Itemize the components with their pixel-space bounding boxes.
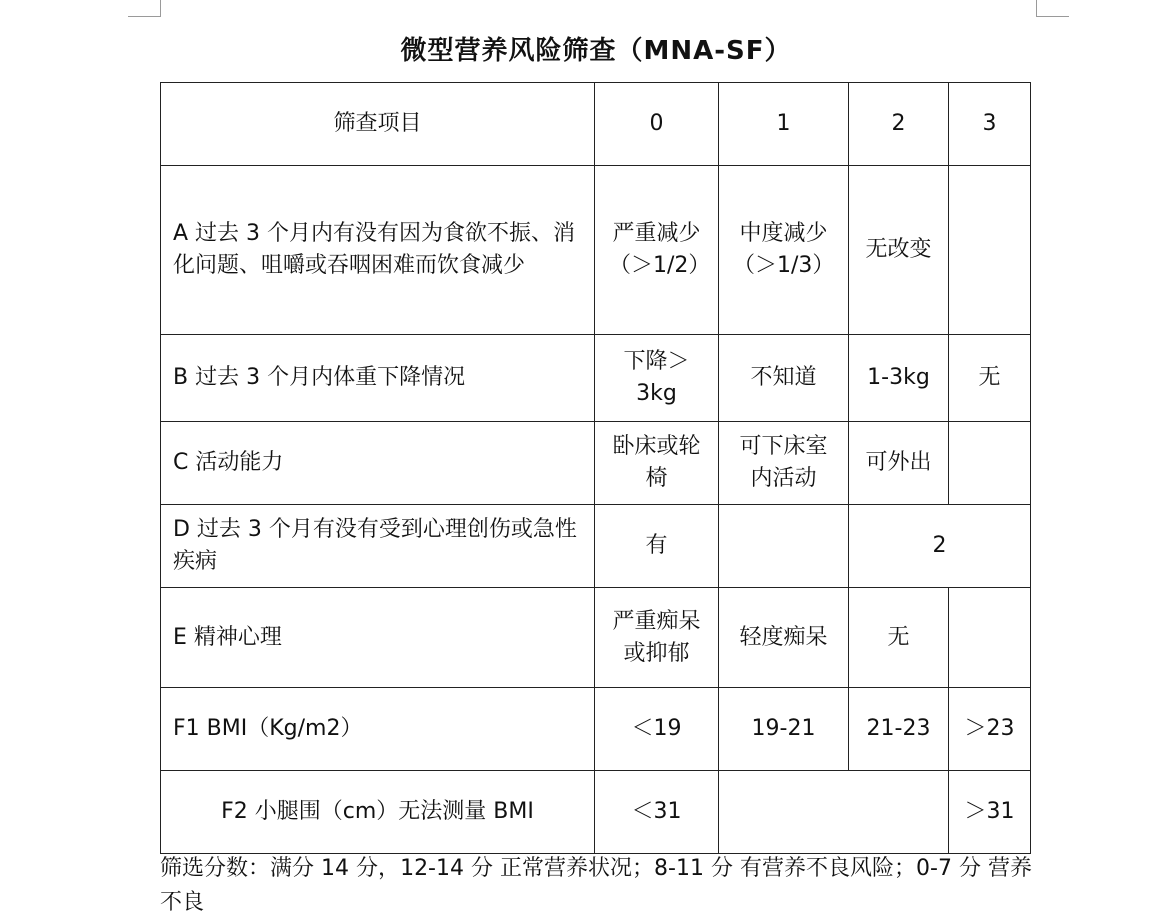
row-c-score-0: 卧床或轮椅 [595, 422, 719, 505]
row-a-item: A 过去 3 个月内有没有因为食欲不振、消化问题、咀嚼或吞咽困难而饮食减少 [161, 166, 595, 335]
mna-sf-table [160, 82, 1031, 854]
table-row [161, 505, 1031, 588]
header-score-0: 0 [595, 83, 719, 166]
table-row [161, 688, 1031, 771]
table-row [161, 422, 1031, 505]
row-f2-score-1-2 [719, 771, 949, 854]
row-d-score-0: 有 [595, 505, 719, 588]
row-c-score-3 [949, 422, 1031, 505]
table-row [161, 335, 1031, 422]
row-d-score-2-3: 2 [849, 505, 1031, 588]
page-corner-mark-right [1036, 0, 1069, 17]
table-header-row [161, 83, 1031, 166]
row-b-item: B 过去 3 个月内体重下降情况 [161, 335, 595, 422]
row-f2-score-0: ＜31 [595, 771, 719, 854]
row-f2-item: F2 小腿围（cm）无法测量 BMI [161, 771, 595, 854]
table-row [161, 771, 1031, 854]
row-e-score-3 [949, 588, 1031, 688]
row-c-score-1: 可下床室内活动 [719, 422, 849, 505]
row-e-score-1: 轻度痴呆 [719, 588, 849, 688]
row-f1-score-3: ＞23 [949, 688, 1031, 771]
header-item: 筛查项目 [161, 83, 595, 166]
row-f1-score-0: ＜19 [595, 688, 719, 771]
table-row [161, 166, 1031, 335]
row-a-score-0: 严重减少（＞1/2） [595, 166, 719, 335]
row-b-score-0: 下降＞3kg [595, 335, 719, 422]
row-e-item: E 精神心理 [161, 588, 595, 688]
row-d-score-1 [719, 505, 849, 588]
document-title: 微型营养风险筛查（MNA-SF） [400, 36, 792, 66]
row-b-score-2: 1-3kg [849, 335, 949, 422]
row-a-score-3 [949, 166, 1031, 335]
row-c-score-2: 可外出 [849, 422, 949, 505]
row-a-score-2: 无改变 [849, 166, 949, 335]
page-corner-mark-left [128, 0, 161, 17]
row-b-score-3: 无 [949, 335, 1031, 422]
row-b-score-1: 不知道 [719, 335, 849, 422]
header-score-3: 3 [949, 83, 1031, 166]
row-e-score-2: 无 [849, 588, 949, 688]
row-f1-item: F1 BMI（Kg/m2） [161, 688, 595, 771]
row-f1-score-1: 19-21 [719, 688, 849, 771]
row-f2-score-3: ＞31 [949, 771, 1031, 854]
row-e-score-0: 严重痴呆或抑郁 [595, 588, 719, 688]
row-f1-score-2: 21-23 [849, 688, 949, 771]
scoring-note: 筛选分数：满分 14 分，12-14 分 正常营养状况；8-11 分 有营养不良风险；0-7 分 营养不良 [160, 856, 1032, 915]
header-score-1: 1 [719, 83, 849, 166]
row-a-score-1: 中度减少（＞1/3） [719, 166, 849, 335]
row-d-item: D 过去 3 个月有没有受到心理创伤或急性疾病 [161, 505, 595, 588]
table-row [161, 588, 1031, 688]
header-score-2: 2 [849, 83, 949, 166]
row-c-item: C 活动能力 [161, 422, 595, 505]
